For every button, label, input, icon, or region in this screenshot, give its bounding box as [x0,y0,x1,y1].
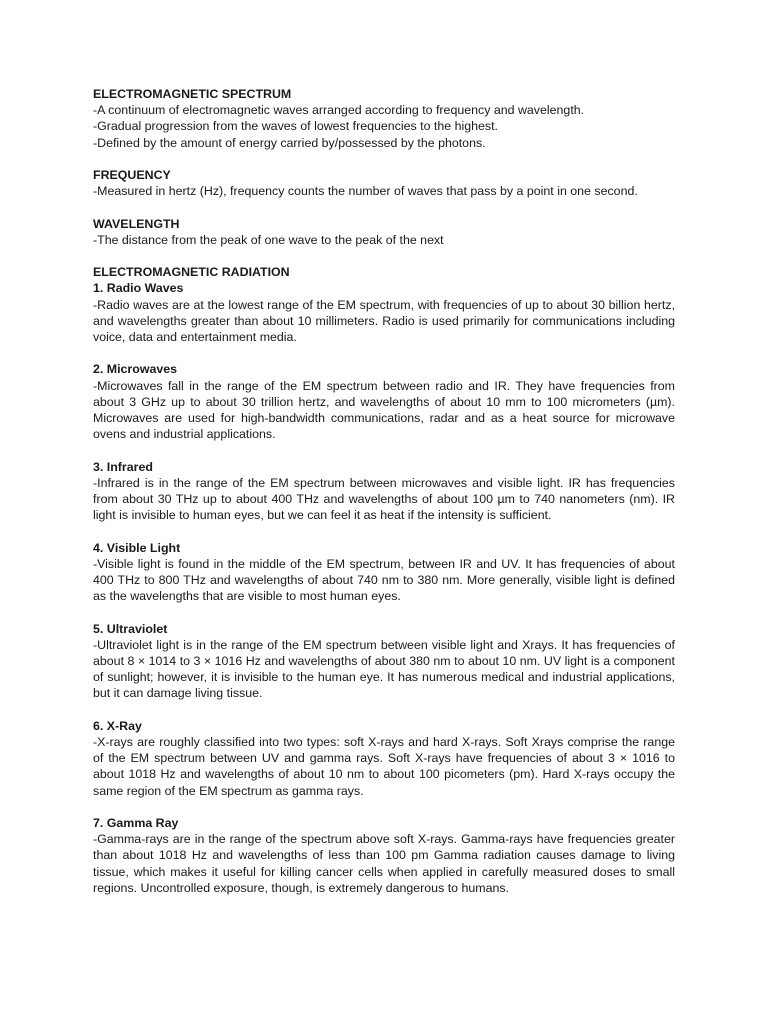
radiation-item-title: 4. Visible Light [93,540,181,555]
heading-em-spectrum: ELECTROMAGNETIC SPECTRUM [93,87,292,101]
radiation-item-title: 3. Infrared [93,459,153,474]
section-wavelength [93,216,675,248]
radiation-item-text: -Microwaves fall in the range of the EM spectrum between radio and IR. They have frequencies from about 3 GHz up to about 30 trillion hertz, and wavelengths of about 10 mm to 100 micrometers (µm). Microwaves are used for high-bandwidth communications, radar and as a heat source for microwave ovens and industrial applications. [93,378,675,442]
radiation-item-gamma-ray [93,815,675,896]
document-page [93,86,675,896]
wavelength-text: -The distance from the peak of one wave to the peak of the next [93,232,444,247]
radiation-item-microwaves [93,361,675,442]
frequency-text: -Measured in hertz (Hz), frequency counts the number of waves that pass by a point in one second. [93,184,638,199]
heading-frequency: FREQUENCY [93,168,171,182]
radiation-item-radio-waves [93,280,675,345]
radiation-item-text: -Ultraviolet light is in the range of the EM spectrum between visible light and Xrays. It has frequencies of about 8 × 1014 to 3 × 1016 Hz and wavelengths of about 380 nm to about 10 nm. UV light is a component of sunlight; however, it is invisible to the human eye. It has numerous medical and industrial applications, but it can damage living tissue. [93,637,675,701]
section-em-radiation-heading [93,264,675,280]
radiation-item-text: -Radio waves are at the lowest range of the EM spectrum, with frequencies of up to about 30 billion hertz, and wavelengths greater than about 10 millimeters. Radio is used primarily for communications including voice, data and entertainment media. [93,297,675,344]
radiation-item-title: 7. Gamma Ray [93,816,179,830]
radiation-item-title: 2. Microwaves [93,362,178,377]
radiation-item-title: 6. X-Ray [93,718,142,733]
spectrum-line-3: -Defined by the amount of energy carried by/possessed by the photons. [93,135,486,150]
radiation-item-ultraviolet [93,621,675,702]
radiation-item-text: -Gamma-rays are in the range of the spectrum above soft X-rays. Gamma-rays have frequencies greater than about 1018 Hz and wavelengths of less than 100 pm Gamma radiation causes damage to living tissue, which makes it useful for killing cancer cells when applied in carefully measured doses to small regions. Uncontrolled exposure, though, is extremely dangerous to humans. [93,832,675,895]
section-em-spectrum [93,86,675,151]
section-frequency [93,167,675,199]
heading-wavelength: WAVELENGTH [93,216,180,231]
spectrum-line-1: -A continuum of electromagnetic waves arranged according to frequency and wavelength. [93,103,585,118]
spectrum-line-2: -Gradual progression from the waves of lowest frequencies to the highest. [93,119,498,134]
heading-em-radiation: ELECTROMAGNETIC RADIATION [93,265,290,280]
radiation-item-text: -Visible light is found in the middle of the EM spectrum, between IR and UV. It has frequencies of about 400 THz to 800 THz and wavelengths of about 740 nm to 380 nm. More generally, visible light is defined as the wavelengths that are visible to most human eyes. [93,556,675,604]
radiation-item-x-ray [93,718,675,799]
radiation-item-visible-light [93,540,675,605]
radiation-item-text: -Infrared is in the range of the EM spectrum between microwaves and visible light. IR has frequencies from about 30 THz up to about 400 THz and wavelengths of about 100 µm to 740 nanometers (nm). IR light is invisible to human eyes, but we can feel it as heat if the intensity is sufficient. [93,475,675,523]
radiation-item-text: -X-rays are roughly classified into two types: soft X-rays and hard X-rays. Soft Xrays comprise the range of the EM spectrum between UV and gamma rays. Soft X-rays have frequencies of about 3 × 1016 to about 1018 Hz and wavelengths of about 10 nm to about 100 picometers (pm). Hard X-rays occupy the same region of the EM spectrum as gamma rays. [93,735,675,798]
radiation-item-title: 1. Radio Waves [93,281,184,296]
radiation-item-infrared [93,459,675,524]
radiation-item-title: 5. Ultraviolet [93,621,168,636]
